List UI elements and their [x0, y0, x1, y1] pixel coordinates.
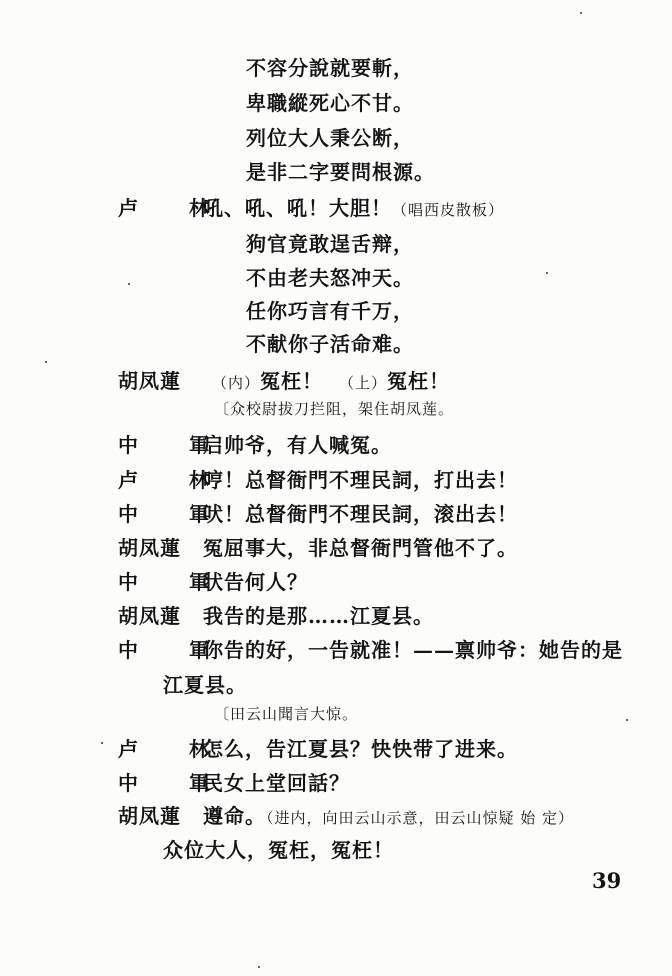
dialogue-text: 吠！总督衙門不理民詞，滚出去！: [203, 502, 518, 526]
speaker-name: 中 軍: [118, 771, 231, 795]
speaker-name: 卢 林: [118, 468, 231, 492]
stage-note: （内）: [212, 374, 261, 392]
page-number: 39: [592, 868, 622, 893]
dialogue-continuation: 众位大人，冤枉，冤枉！: [163, 838, 394, 862]
verse-line: 不献你子活命难。: [246, 332, 414, 356]
verse-line: 列位大人秉公断，: [246, 126, 414, 150]
dialogue-text: 你告的好，一告就准！——禀帅爷：她告的是: [203, 638, 623, 662]
verse-line: 是非二字要問根源。: [246, 160, 435, 184]
dialogue-text: 怎么，告江夏县？快快带了进来。: [203, 737, 518, 761]
verse-line: 卑職縱死心不甘。: [246, 91, 414, 115]
dialogue-line: [203, 195, 504, 223]
dialogue-text: 遵命。: [203, 804, 266, 828]
stage-note: （唱西皮散板）: [392, 201, 505, 219]
speaker-name: 卢 林: [118, 737, 231, 761]
speaker-name: 卢 林: [118, 196, 231, 220]
scan-speck: [580, 12, 582, 14]
dialogue-text: 启帅爷，有人喊冤。: [203, 433, 392, 457]
speaker-name: 胡凤蓮: [118, 536, 181, 560]
verse-line: 不容分說就要斬，: [246, 56, 414, 80]
verse-line: 不由老夫怒冲天。: [246, 266, 414, 290]
speaker-name: 胡凤蓮: [118, 604, 181, 628]
stage-note: （进内，向田云山示意，田云山惊疑 始 定）: [266, 809, 575, 827]
dialogue-text: 冤枉！: [260, 369, 324, 393]
dialogue-text: 民女上堂回話？: [203, 771, 350, 795]
dialogue-text: 冤屈事大，非总督衙門管他不了。: [203, 536, 518, 560]
scan-speck: [45, 361, 47, 363]
speaker-name: 中 軍: [118, 433, 231, 457]
speaker-name: 中 軍: [118, 502, 231, 526]
speaker-name: 中 軍: [118, 638, 231, 662]
verse-line: 任你巧言有千万，: [246, 299, 414, 323]
dialogue-text: 冤枉！: [386, 369, 450, 393]
dialogue-continuation: 江夏县。: [163, 673, 247, 697]
dialogue-line: [203, 803, 574, 831]
verse-line: 狗官竟敢逞舌辩，: [246, 232, 414, 256]
scan-speck: [258, 966, 260, 968]
scan-speck: [626, 719, 628, 721]
scan-speck: [128, 283, 130, 285]
speaker-name: 胡凤蓮: [118, 369, 181, 393]
speaker-name: 胡凤蓮: [118, 804, 181, 828]
dialogue-text: 我告的是那……江夏县。: [203, 604, 434, 628]
scan-speck: [101, 742, 103, 744]
dialogue-text: 状告何人？: [203, 570, 308, 594]
dialogue-text: 吼、吼、吼！大胆！: [203, 196, 392, 220]
stage-direction: 〔众校尉拔刀拦阻，架住胡凤莲。: [214, 400, 455, 418]
dialogue-text: 哼！总督衙門不理民詞，打出去！: [203, 468, 518, 492]
speaker-name: 中 軍: [118, 570, 231, 594]
stage-note: （上）: [338, 374, 387, 392]
dialogue-line: [212, 368, 450, 396]
scan-speck: [546, 272, 548, 274]
stage-direction: 〔田云山聞言大惊。: [214, 705, 359, 723]
